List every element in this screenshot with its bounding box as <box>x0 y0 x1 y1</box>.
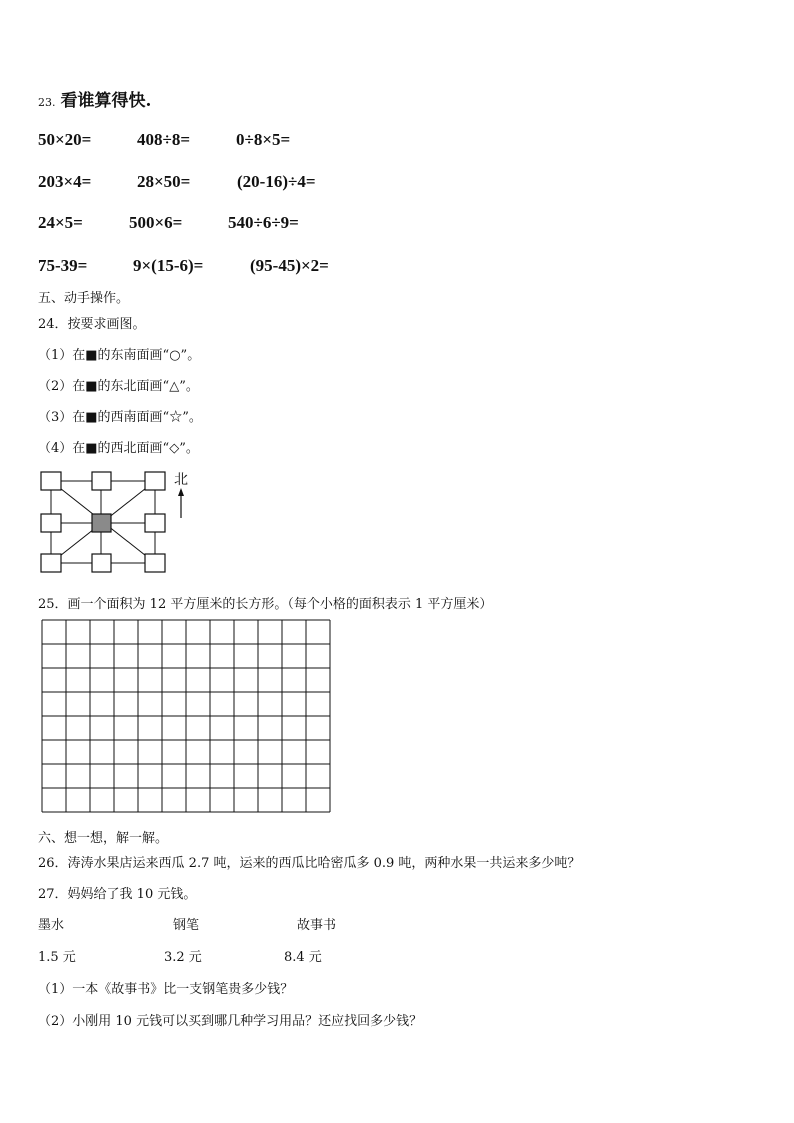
calc-item: 500×6= <box>129 213 183 232</box>
north-label: 北 <box>174 472 188 488</box>
grid-box <box>145 554 165 572</box>
calc-item: 0÷8×5= <box>236 130 291 149</box>
north-arrow-head <box>178 488 184 496</box>
item-name: 墨水 <box>38 918 65 933</box>
question-number: 23. <box>38 96 56 109</box>
calc-item: 24×5= <box>38 213 83 232</box>
grid-box <box>41 554 61 572</box>
square-grid <box>41 619 331 819</box>
calc-item: 50×20= <box>38 130 92 149</box>
question-26-text: 26．涛涛水果店运来西瓜 2.7 吨，运来的西瓜比哈密瓜多 0.9 吨，两种水果一共运来多少吨？ <box>38 856 581 871</box>
grid-box <box>41 514 61 532</box>
calc-item: 28×50= <box>137 172 191 191</box>
grid-box <box>41 472 61 490</box>
question-23-title <box>38 86 151 111</box>
item-price: 8.4 元 <box>284 950 322 965</box>
question-27-subquestion: （1）一本《故事书》比一支钢笔贵多少钱？ <box>38 982 294 997</box>
question-24-item: （1）在■的东南面画“○”。 <box>38 348 201 363</box>
question-title-text: 看谁算得快. <box>60 91 152 111</box>
grid-box <box>145 472 165 490</box>
question-27-title: 27．妈妈给了我 10 元钱。 <box>38 887 197 902</box>
question-24-item: （2）在■的东北面画“△”。 <box>38 379 199 394</box>
question-25-title: 25．画一个面积为 12 平方厘米的长方形。（每个小格的面积表示 1 平方厘米） <box>38 597 493 612</box>
calc-item: (20-16)÷4= <box>237 172 316 191</box>
question-24-item: （4）在■的西北面画“◇”。 <box>38 441 199 456</box>
calc-item: 203×4= <box>38 172 92 191</box>
grid-box <box>92 472 111 490</box>
direction-diagram <box>36 468 196 578</box>
calc-item: 408÷8= <box>137 130 191 149</box>
item-name: 钢笔 <box>173 918 200 933</box>
calc-item: 75-39= <box>38 256 88 275</box>
item-price: 3.2 元 <box>164 950 202 965</box>
question-24-item: （3）在■的西南面画“☆”。 <box>38 410 202 425</box>
section-heading: 五、动手操作。 <box>38 291 130 306</box>
question-27-subquestion: （2）小刚用 10 元钱可以买到哪几种学习用品？还应找回多少钱？ <box>38 1014 423 1029</box>
question-24-title: 24．按要求画图。 <box>38 317 146 332</box>
grid-box <box>92 554 111 572</box>
calc-item: (95-45)×2= <box>250 256 329 275</box>
grid-box <box>145 514 165 532</box>
item-name: 故事书 <box>297 918 337 933</box>
item-price: 1.5 元 <box>38 950 76 965</box>
calc-item: 9×(15-6)= <box>133 256 204 275</box>
calc-item: 540÷6÷9= <box>228 213 299 232</box>
section-heading: 六、想一想，解一解。 <box>38 831 169 846</box>
center-square <box>92 514 111 532</box>
